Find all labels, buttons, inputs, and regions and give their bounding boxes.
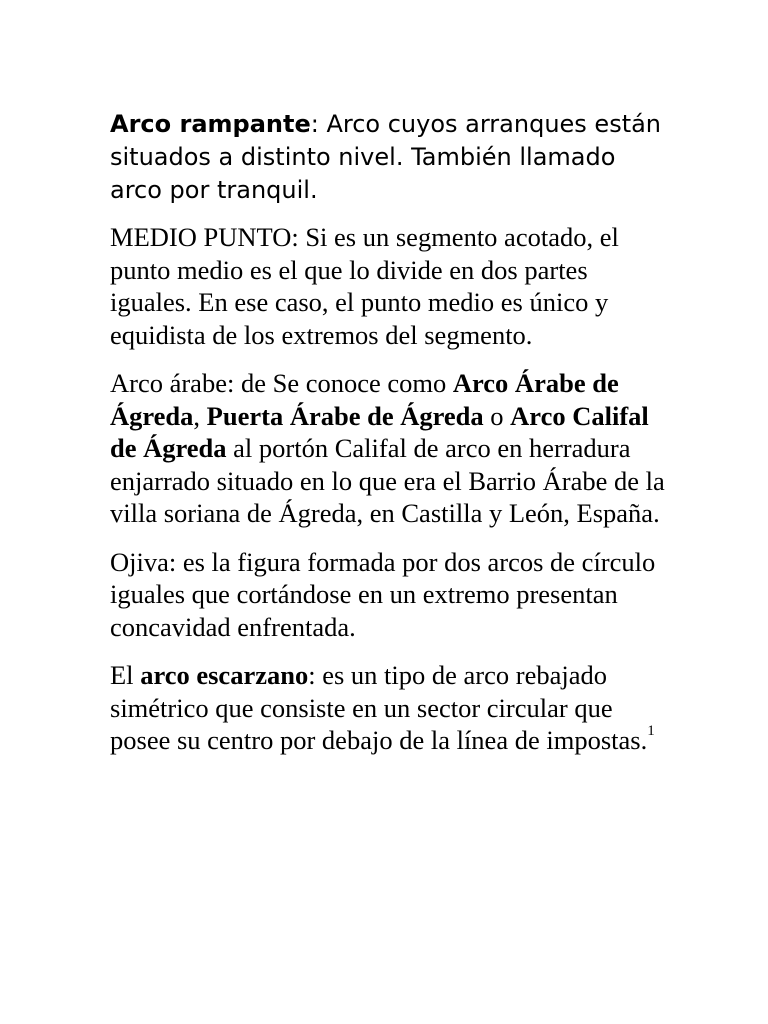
definition-arco-escarzano: : es un tipo de arco rebajado simétrico que consiste en un sector circular que posee su centro por debajo de la línea de impostas. — [110, 660, 648, 755]
document-page — [110, 108, 670, 773]
definition-arco-arabe: al portón Califal de arco en herradura enjarrado situado en lo que era el Barrio Árabe de la villa soriana de Ágreda, en Castilla y León, España. — [110, 433, 665, 528]
paragraph-ojiva — [110, 546, 670, 644]
lead-arco-arabe: Arco árabe: de Se conoce como — [110, 368, 453, 398]
term-arco-arabe-agreda: Arco Árabe de Ágreda — [110, 368, 619, 431]
lead-arco-escarzano: El — [110, 660, 141, 690]
separator-1: , — [193, 400, 207, 431]
term-arco-rampante: Arco rampante — [110, 110, 311, 138]
term-arco-escarzano: arco escarzano — [140, 660, 309, 690]
definition-ojiva: Ojiva: es la figura formada por dos arcos de círculo iguales que cortándose en un extremo presentan concavidad enfrentada. — [110, 546, 656, 642]
separator-2: o — [483, 400, 511, 431]
term-puerta-arabe-agreda: Puerta Árabe de Ágreda — [206, 400, 484, 431]
definition-medio-punto: MEDIO PUNTO: Si es un segmento acotado, el punto medio es el que lo divide en dos partes iguales. En ese caso, el punto medio es único y equidista de los extremos del segmento. — [110, 222, 619, 350]
paragraph-arco-arabe — [110, 367, 670, 530]
paragraph-arco-rampante — [110, 108, 670, 207]
paragraph-arco-escarzano — [110, 659, 670, 757]
footnote-marker: 1 — [647, 723, 655, 739]
term-arco-califal-agreda: Arco Califal de Ágreda — [110, 400, 649, 463]
paragraph-medio-punto — [110, 221, 670, 351]
definition-arco-rampante: : Arco cuyos arranques están situados a distinto nivel. También llamado arco por tranquil. — [110, 110, 662, 204]
